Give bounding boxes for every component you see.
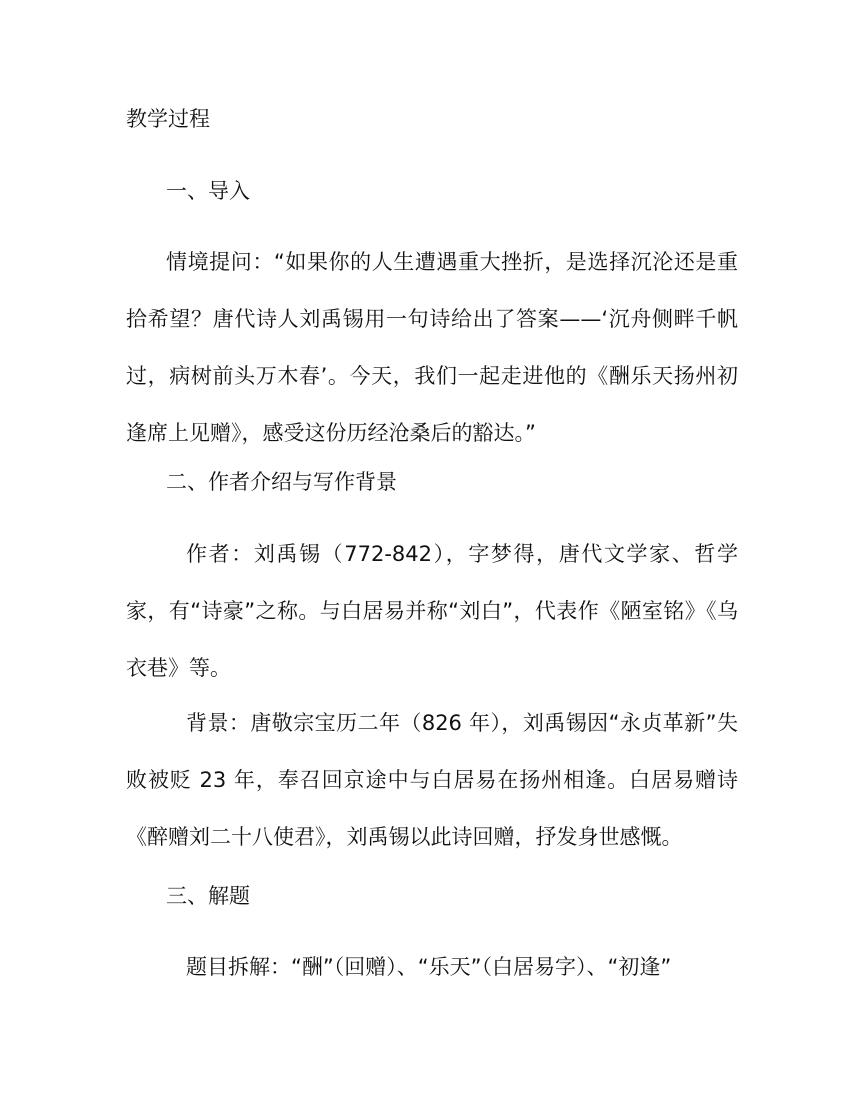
intro-paragraph-block bbox=[126, 234, 738, 462]
author-paragraph-block bbox=[126, 526, 738, 697]
paragraph: 题目拆解：“酬”（回赠）、“乐天”（白居易字）、“初逢” bbox=[186, 955, 672, 979]
section-heading-intro bbox=[126, 163, 738, 220]
section-heading-author bbox=[126, 454, 738, 511]
section-heading: 二、作者介绍与写作背景 bbox=[166, 470, 397, 494]
title-analysis-paragraph-block bbox=[126, 939, 738, 996]
section-heading: 三、解题 bbox=[166, 884, 250, 908]
background-paragraph-block bbox=[126, 695, 738, 866]
document-title: 教学过程 bbox=[126, 107, 210, 131]
paragraph: 情境提问：“如果你的人生遭遇重大挫折，是选择沉沦还是重拾希望？唐代诗人刘禹锡用一句诗给出了答案——‘沉舟侧畔千帆过，病树前头万木春’。今天，我们一起走进他的《酬乐天扬州初逢席上见赠》，感受这份历经沧桑后的豁达。” bbox=[126, 250, 738, 445]
paragraph: 背景：唐敬宗宝历二年（826 年），刘禹锡因“永贞革新”失败被贬 23 年，奉召回京途中与白居易在扬州相逢。白居易赠诗《醉赠刘二十八使君》，刘禹锡以此诗回赠，抒发身世感慨。 bbox=[126, 711, 738, 849]
section-heading: 一、导入 bbox=[166, 179, 250, 203]
paragraph: 作者：刘禹锡（772-842），字梦得，唐代文学家、哲学家，有“诗豪”之称。与白居易并称“刘白”，代表作《陋室铭》《乌衣巷》等。 bbox=[126, 542, 738, 680]
section-heading-title-analysis bbox=[126, 868, 738, 925]
